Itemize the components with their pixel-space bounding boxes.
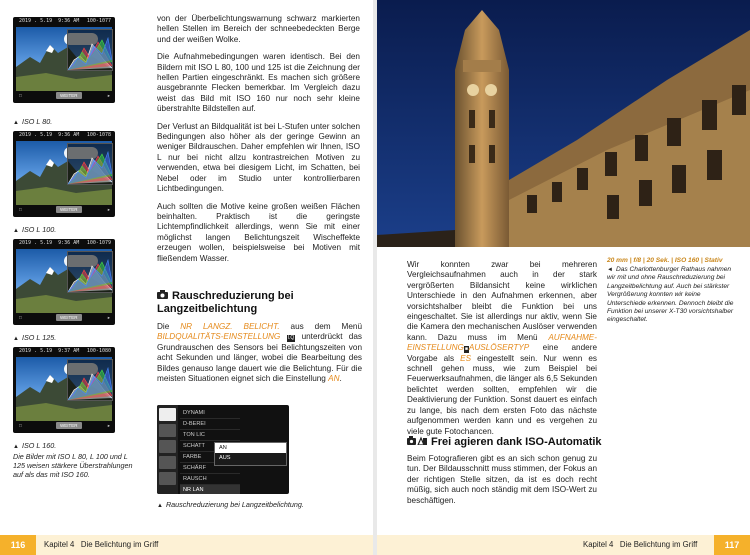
thumb-count: 100-1078 (86, 132, 111, 138)
menu-item[interactable]: TON LIC (180, 430, 240, 441)
photo-caption: ◄ Das Charlottenburger Rathaus nahmen wir mit und ohne Rauschreduzierung bei Langzeitbelichtung auf. Auch bei stärkster Vergrößerung konnten wir keine Unterschiede erkennen. Dennoch bleibt die Funktion bei unserer X-T30 vorsichtshalber eingeschaltet. (607, 266, 734, 324)
photo-tech-data: 20 mm | f/8 | 20 Sek. | ISO 160 | Stativ (607, 257, 723, 264)
right-body-text-2 (407, 454, 597, 513)
thumb-count: 100-1080 (86, 348, 111, 354)
thumb-count: 100-1077 (86, 18, 111, 24)
thumb-date: 2019 . 5.19 (19, 240, 53, 246)
lcd-thumbnail-iso-l100 (13, 131, 115, 217)
arrow-icon: ▸ (107, 315, 110, 320)
heading-noise-reduction: Rauschreduzierung bei Langzeitbelichtung (157, 290, 294, 315)
menu-item[interactable]: SCHATT (180, 441, 240, 452)
left-page (0, 0, 373, 555)
histogram-icon (67, 359, 113, 401)
select-icon: □ (19, 423, 22, 428)
menu-side-tabs (157, 405, 178, 494)
running-footer: Kapitel 4 Die Belichtung im Griff (377, 535, 714, 555)
weiter-button[interactable]: WEITER (56, 422, 82, 429)
page-number: 117 (714, 535, 750, 555)
arrow-icon: ▸ (107, 423, 110, 428)
select-icon: □ (19, 207, 22, 212)
camera-icon (157, 290, 168, 303)
select-icon: □ (19, 315, 22, 320)
thumb-time: 9:36 AM (58, 18, 80, 24)
thumb-time: 9:37 AM (58, 348, 80, 354)
caption-triangle-icon: ▲ (13, 228, 19, 234)
right-page (377, 0, 750, 555)
menu-option-off[interactable]: AUS (219, 455, 231, 461)
town-hall-photo (377, 0, 750, 247)
caption-triangle-icon: ▲ (157, 503, 163, 509)
caption-triangle-icon: ▲ (13, 444, 19, 450)
menu-indicator-icon: ■ (464, 346, 468, 353)
thumb-count: 100-1079 (86, 240, 111, 246)
menu-term: AUFNAHME-EINSTELLUNG (407, 332, 597, 353)
menu-item[interactable]: FARBE (180, 452, 240, 463)
menu-item[interactable]: DYNAMI (180, 408, 240, 419)
thumb-date: 2019 . 5.19 (19, 18, 53, 24)
right-body-text: Wir konnten zwar bei mehreren Vergleichsaufnahmen auch in der stark vergrößerten Bildansicht keine wirklichen Unterschiede in den Aufnahmen erkennen, aber vorsichtshalber bleibt die Funktion bei uns eingeschaltet. Sie ist allerdings nur aktiv, wenn Sie die Kamera den mechanischen Auslöser verwenden kann. Dazu muss im Menü AUFNAHME-EINSTELLUNG■AUSLÖSERTYP eine andere Vorgabe als ES eingestellt sein. Nur wenn es schnell gehen muss, wie zum Beispiel bei Feuerwerksaufnahmen, die länger als 6,5 Sekunden belichtet werden sollten, empfehlen wir die Deaktivierung der Funktion. Sonst dauert es einfach zu lange, bis nach dem ersten Foto das nächste aufgenommen werden kann und es vergehen zu viele gute Fotochancen. (407, 260, 597, 436)
menu-term: AN (328, 374, 340, 384)
thumb-date: 2019 . 5.19 (19, 132, 53, 138)
lcd-thumbnail-iso-l80 (13, 17, 115, 103)
caption-compare-text: Die Bilder mit ISO L 80, L 100 und L 125 weisen stärkere Überstrahlungen auf als das mit ISO 160. (13, 452, 133, 479)
arrow-icon: ▸ (107, 93, 110, 98)
paragraph: Auch sollten die Motive keine großen weißen Flächen beinhalten. Praktisch ist die geringste Lichtempfindlichkeit allerdings, wenn Sie mit einer möglichst langen Belichtungszeit Wischeffekte erzeugen wollen, beispielsweise bei Motiven mit fließendem Wasser. (157, 201, 360, 263)
menu-term: ES (460, 353, 472, 363)
menu-term: NR LANGZ. BELICHT. (180, 322, 280, 331)
caption-triangle-icon: ◄ (607, 267, 613, 273)
menu-item[interactable]: SCHÄRF (180, 463, 240, 474)
weiter-button[interactable]: WEITER (56, 206, 82, 213)
weiter-button[interactable]: WEITER (56, 314, 82, 321)
thumb-time: 9:36 AM (58, 132, 80, 138)
left-body-text (157, 14, 360, 271)
paragraph: von der Überbelichtungswarnung schwarz markierten hellen Stellen im Bereich der schneebedeckten Berge und der weißen Wolke. (157, 14, 360, 44)
running-footer: Kapitel 4 Die Belichtung im Griff (36, 535, 373, 555)
select-icon: □ (19, 93, 22, 98)
caption-triangle-icon: ▲ (13, 120, 19, 126)
caption-menu: ▲ Rauschreduzierung bei Langzeitbelichtung. (157, 500, 304, 509)
menu-item-selected[interactable]: NR LAN (180, 485, 240, 494)
caption-iso-160: ▲ ISO L 160. Die Bilder mit ISO L 80, L 100 und L 125 weisen stärkere Überstrahlungen auf als das mit ISO 160. (13, 441, 133, 479)
caption-iso-l125: ▲ ISO L 125. (13, 333, 57, 342)
paragraph: Die Aufnahmebedingungen waren identisch. Bei den Bildern mit ISO L 80, 100 und 125 ist die Zeichnung der hellen Partien eingeschränkt. Es machen sich größere ausgebrannte Flecken bemerkbar. Im Vergleich dazu weist das Bild mit ISO 160 nur noch sehr kleine überstrahlte Bildstellen auf. (157, 52, 360, 114)
menu-term: AUSLÖSERTYP (468, 343, 530, 353)
paragraph: Beim Fotografieren gibt es an sich schon genug zu tun. Der Bildausschnitt muss stimmen, der Fokus an der richtigen Stelle sitzen, da ist es doch recht müßig, sich auch noch ständig mit dem ISO-Wert zu beschäftigen. (407, 454, 597, 505)
caption-triangle-icon: ▲ (13, 336, 19, 342)
menu-item[interactable]: D-BEREI (180, 419, 240, 430)
thumb-time: 9:36 AM (58, 240, 80, 246)
lcd-thumbnail-iso-l125 (13, 239, 115, 325)
lcd-thumbnail-iso-160 (13, 347, 115, 433)
left-body-text-2: Die NR LANGZ. BELICHT. aus dem Menü BILDQUALITÄTS-EINSTELLUNG I.Q unterdrückt das Grundrauschen des Sensors bei Belichtungszeiten von acht Sekunden und länger, wobei die Bearbeitung des Bildes genauso lange dauert wie die Belichtung. Für die meisten Situationen eignet sich die Einstellung AN. (157, 322, 363, 384)
menu-term: BILDQUALITÄTS-EINSTELLUNG (157, 332, 281, 342)
paragraph: Der Verlust an Bildqualität ist bei L-Stufen unter solchen Bedingungen also höher als der geringe Gewinn an weniger Bildrauschen. Daher empfehlen wir Ihnen, ISO L nur bei nicht allzu kontrastreichen Motiven zu verwenden, etwa bei diesigem Licht, im Schatten, bei Nebel oder im Studio unter kontrollierbaren Lichtbedingungen. (157, 121, 360, 194)
page-number: 116 (0, 535, 36, 555)
menu-option-popup (214, 442, 287, 466)
camera-auto-icon (407, 436, 427, 449)
weiter-button[interactable]: WEITER (56, 92, 82, 99)
arrow-icon: ▸ (107, 207, 110, 212)
menu-indicator-icon: I.Q (287, 335, 295, 342)
menu-item[interactable]: RAUSCH (180, 474, 240, 485)
thumb-date: 2019 . 5.19 (19, 348, 53, 354)
caption-iso-l80: ▲ ISO L 80. (13, 117, 53, 126)
caption-iso-l100: ▲ ISO L 100. (13, 225, 57, 234)
menu-option-on[interactable]: AN (215, 443, 286, 453)
camera-menu-screenshot (157, 405, 289, 494)
histogram-icon (67, 29, 113, 71)
histogram-icon (67, 143, 113, 185)
histogram-icon (67, 251, 113, 293)
heading-iso-auto: Frei agieren dank ISO-Automatik (407, 436, 607, 449)
